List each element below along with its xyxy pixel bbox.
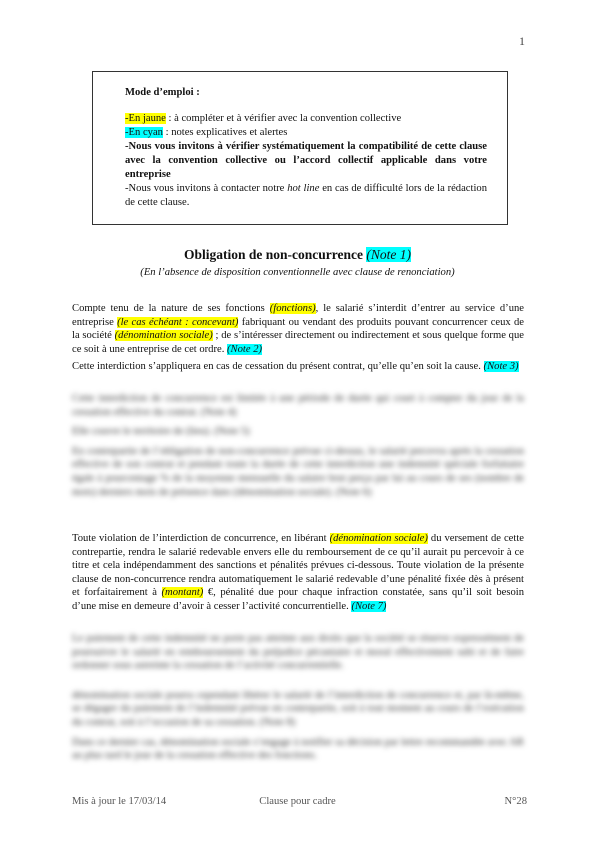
clause-body-top (72, 302, 524, 374)
blurred-paragraph: Le paiement de cette indemnité ne porte pas atteinte aux droits que la société se réserve expressément de poursuivre le salarié en remboursement du préjudice pécuniaire et moral effectivement subi et de faire ordonner sous astreinte la cessation de l’activité concurrentielle. (72, 633, 524, 672)
blurred-section-2 (72, 632, 524, 769)
footer-number: N°28 (504, 796, 527, 807)
yellow-label: -En jaune (125, 113, 166, 124)
blurred-paragraph: En contrepartie de l’obligation de non-concurrence prévue ci-dessus, le salarié percevra après la cessation effective de son contrat et pendant toute la durée de cette interdiction une indemnité spéciale forfaitaire égale à pourcentage % de la moyenne mensuelle du salaire brut perçu par lui au cours de ses (nombre de mois) derniers mois de présence dans (dénomination sociale). (Note 6) (72, 445, 524, 498)
instructions-title: Mode d’emploi : (125, 87, 200, 98)
cyan-label: -En cyan (125, 127, 163, 138)
p1-text-a: Compte tenu de la nature de ses fonctions (72, 303, 270, 314)
p1-text-b: , le salarié s’interdit d’entrer au service d’une entreprise (72, 303, 524, 328)
p3-text-b: du versement de cette contrepartie, rendra le salarié redevable envers elle du remboursement de ce qu’il aurait pu percevoir à ce titre et cela indépendamment des sanctions et pénalités prévues ci-dessous. Toute violation de la présente clause de non-concurrence rendra automatiquement le salarié redevable d’une pénalité fixée dès à présent et forfaitairement à (72, 533, 524, 599)
p1-field-fonctions: (fonctions) (269, 303, 316, 314)
paragraph-3 (72, 532, 524, 614)
blurred-paragraph: Cette interdiction de concurrence est limitée à une période de durée qui court à compter du jour de la cessation effective du contrat. (Note 4) (72, 393, 524, 418)
p3-text-c: €, pénalité due pour chaque infraction constatée, sans qu’il soit besoin d’une mise en demeure d’avoir à cesser l’activité concurrentielle. (72, 587, 524, 612)
hotline-text-a: -Nous vous invitons à contacter notre (125, 183, 288, 194)
paragraph-2 (72, 360, 524, 374)
p3-field-montant: (montant) (161, 587, 204, 599)
p3-text-a: Toute violation de l’interdiction de concurrence, en libérant (72, 533, 330, 544)
blurred-paragraph: Elle couvre le territoire de (lieu). (Note 5) (72, 426, 250, 438)
clause-title: Obligation de non-concurrence (183, 247, 363, 262)
blurred-paragraph: Dans ce dernier cas, dénomination sociale s’engage à notifier sa décision par lettre recommandée avec AR au plus tard le jour de la cessation effective des fonctions. (72, 736, 524, 762)
clause-heading (0, 247, 595, 263)
note-7: (Note 7) (351, 600, 387, 612)
p1-field-concevant: (le cas échéant : concevant) (117, 316, 239, 328)
p1-field-denomination: (dénomination sociale) (114, 330, 213, 342)
paragraph-1 (72, 302, 524, 356)
paragraph-violation (72, 532, 524, 614)
blurred-paragraph: dénomination sociale pourra cependant libérer le salarié de l’interdiction de concurrence et, par là-même, se dégager du paiement de l’indemnité prévue en contrepartie, soit à tout moment au cours de l’exécution du contrat, soit à l’occasion de sa cessation. (Note 8) (72, 689, 524, 728)
blurred-section-1 (72, 392, 524, 505)
clause-subtitle: (En l’absence de disposition conventionnelle avec clause de renonciation) (140, 267, 455, 278)
instruction-yellow (125, 112, 487, 126)
instruction-hotline (125, 182, 487, 210)
page-number: 1 (519, 34, 525, 48)
footer-date: Mis à jour le 17/03/14 (72, 796, 167, 807)
footer-title: Clause pour cadre (259, 796, 336, 807)
cyan-text: : notes explicatives et alertes (162, 127, 288, 138)
instruction-cyan (125, 126, 487, 140)
p1-text-c: fabriquant ou vendant des produits pouvant concurrencer ceux de la société (72, 316, 524, 342)
note-2: (Note 2) (227, 343, 263, 355)
yellow-text: : à compléter et à vérifier avec la convention collective (165, 113, 402, 124)
p1-text-d: ; de s’intéresser directement ou indirectement et sous quelque forme que ce soit à une entreprise de cet ordre. (72, 330, 524, 355)
p3-field-denomination: (dénomination sociale) (329, 533, 428, 544)
hotline-term: hot line (287, 183, 320, 194)
note-1: (Note 1) (366, 247, 411, 262)
instructions-box (92, 71, 508, 225)
p2-text: Cette interdiction s’appliquera en cas de cessation du présent contrat, qu’elle qu’en soit la cause. (72, 361, 484, 373)
note-3: (Note 3) (483, 361, 519, 373)
instruction-verify: -Nous vous invitons à vérifier systématiquement la compatibilité de cette clause avec la convention collective ou l’accord collectif applicable dans votre entreprise (125, 141, 487, 180)
hotline-text-b: en cas de difficulté lors de la rédaction de cette clause. (125, 183, 487, 208)
